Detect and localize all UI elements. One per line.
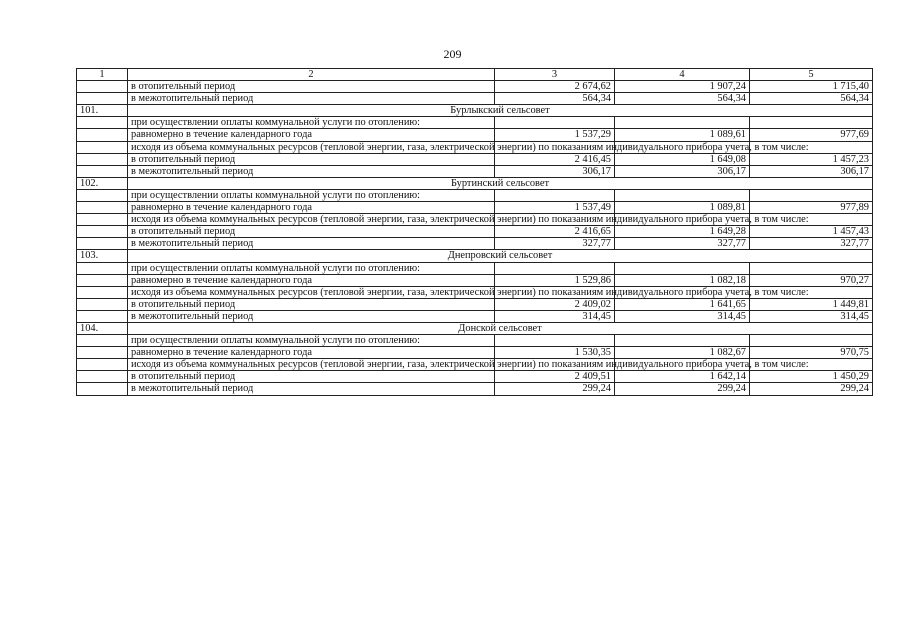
table-row	[77, 383, 873, 395]
row-label: в межотопительный период	[128, 165, 495, 177]
table-row	[77, 359, 873, 371]
column-header: 4	[615, 69, 750, 81]
table-row	[77, 262, 873, 274]
row-number-cell	[77, 153, 128, 165]
value-cell: 2 409,02	[495, 298, 615, 310]
value-cell: 299,24	[495, 383, 615, 395]
row-label: в отопительный период	[128, 81, 495, 93]
row-number-cell	[77, 371, 128, 383]
section-name: Буртинский сельсовет	[128, 177, 873, 189]
value-cell: 1 642,14	[615, 371, 750, 383]
row-number-cell	[77, 383, 128, 395]
value-cell: 1 649,08	[615, 153, 750, 165]
row-number-cell	[77, 81, 128, 93]
value-cell: 314,45	[495, 310, 615, 322]
value-cell	[495, 189, 615, 201]
row-label: в межотопительный период	[128, 310, 495, 322]
row-label: равномерно в течение календарного года	[128, 347, 495, 359]
value-cell: 1 449,81	[750, 298, 873, 310]
value-cell: 327,77	[495, 238, 615, 250]
row-label: в межотопительный период	[128, 383, 495, 395]
value-cell: 970,27	[750, 274, 873, 286]
value-cell: 314,45	[750, 310, 873, 322]
row-number-cell	[77, 262, 128, 274]
table-row	[77, 153, 873, 165]
row-number-cell	[77, 359, 128, 371]
table-row	[77, 298, 873, 310]
value-cell	[750, 117, 873, 129]
section-number: 101.	[77, 105, 128, 117]
row-label: равномерно в течение календарного года	[128, 274, 495, 286]
value-cell	[615, 335, 750, 347]
value-cell: 299,24	[615, 383, 750, 395]
table-row	[77, 117, 873, 129]
value-cell	[750, 189, 873, 201]
table-row	[77, 347, 873, 359]
section-title-row	[77, 105, 873, 117]
value-cell: 1 089,81	[615, 202, 750, 214]
value-cell	[615, 189, 750, 201]
row-label: исходя из объема коммунальных ресурсов (тепловой энергии, газа, электрической энергии) по показаниям индивидуального прибора учета, в том числе:	[128, 359, 495, 371]
value-cell	[495, 335, 615, 347]
row-label: в отопительный период	[128, 226, 495, 238]
value-cell: 327,77	[615, 238, 750, 250]
value-cell: 564,34	[615, 93, 750, 105]
row-number-cell	[77, 335, 128, 347]
page-number: 209	[443, 47, 462, 61]
section-name: Бурлыкский сельсовет	[128, 105, 873, 117]
value-cell: 1 907,24	[615, 81, 750, 93]
section-number: 103.	[77, 250, 128, 262]
value-cell: 1 529,86	[495, 274, 615, 286]
value-cell: 2 409,51	[495, 371, 615, 383]
value-cell: 1 537,49	[495, 202, 615, 214]
column-header: 5	[750, 69, 873, 81]
table-row	[77, 286, 873, 298]
row-number-cell	[77, 141, 128, 153]
table-row	[77, 141, 873, 153]
row-label: при осуществлении оплаты коммунальной услуги по отоплению:	[128, 189, 495, 201]
table-row	[77, 202, 873, 214]
table-row	[77, 274, 873, 286]
row-number-cell	[77, 274, 128, 286]
row-label: в отопительный период	[128, 371, 495, 383]
value-cell: 564,34	[750, 93, 873, 105]
row-label: в отопительный период	[128, 298, 495, 310]
tariff-table	[76, 68, 873, 396]
row-number-cell	[77, 347, 128, 359]
row-number-cell	[77, 93, 128, 105]
column-header: 3	[495, 69, 615, 81]
value-cell: 2 416,65	[495, 226, 615, 238]
column-header: 1	[77, 69, 128, 81]
row-number-cell	[77, 238, 128, 250]
section-title-row	[77, 322, 873, 334]
value-cell	[750, 262, 873, 274]
row-label: равномерно в течение календарного года	[128, 202, 495, 214]
value-cell: 1 649,28	[615, 226, 750, 238]
row-number-cell	[77, 226, 128, 238]
row-number-cell	[77, 117, 128, 129]
value-cell: 2 416,45	[495, 153, 615, 165]
value-cell: 1 715,40	[750, 81, 873, 93]
value-cell: 1 641,65	[615, 298, 750, 310]
table-row	[77, 189, 873, 201]
value-cell: 1 450,29	[750, 371, 873, 383]
table-row	[77, 214, 873, 226]
table-row	[77, 371, 873, 383]
value-cell: 306,17	[750, 165, 873, 177]
value-cell: 306,17	[495, 165, 615, 177]
section-name: Донской сельсовет	[128, 322, 873, 334]
row-label: в отопительный период	[128, 153, 495, 165]
value-cell: 306,17	[615, 165, 750, 177]
table-row	[77, 165, 873, 177]
value-cell: 1 089,61	[615, 129, 750, 141]
value-cell: 299,24	[750, 383, 873, 395]
value-cell: 1 530,35	[495, 347, 615, 359]
value-cell	[495, 262, 615, 274]
row-label: в межотопительный период	[128, 93, 495, 105]
row-number-cell	[77, 286, 128, 298]
value-cell: 970,75	[750, 347, 873, 359]
table-row	[77, 81, 873, 93]
row-label: исходя из объема коммунальных ресурсов (тепловой энергии, газа, электрической энергии) по показаниям индивидуального прибора учета, в том числе:	[128, 214, 495, 226]
value-cell: 1 457,43	[750, 226, 873, 238]
column-header-row	[77, 69, 873, 81]
section-number: 102.	[77, 177, 128, 189]
value-cell: 1 082,67	[615, 347, 750, 359]
tariff-table-body	[77, 69, 873, 396]
value-cell: 1 457,23	[750, 153, 873, 165]
row-label: при осуществлении оплаты коммунальной услуги по отоплению:	[128, 262, 495, 274]
row-number-cell	[77, 129, 128, 141]
row-label: при осуществлении оплаты коммунальной услуги по отоплению:	[128, 335, 495, 347]
row-number-cell	[77, 298, 128, 310]
table-row	[77, 310, 873, 322]
table-row	[77, 129, 873, 141]
row-label: исходя из объема коммунальных ресурсов (тепловой энергии, газа, электрической энергии) по показаниям индивидуального прибора учета, в том числе:	[128, 141, 495, 153]
value-cell: 314,45	[615, 310, 750, 322]
row-label: исходя из объема коммунальных ресурсов (тепловой энергии, газа, электрической энергии) по показаниям индивидуального прибора учета, в том числе:	[128, 286, 495, 298]
row-label: при осуществлении оплаты коммунальной услуги по отоплению:	[128, 117, 495, 129]
row-number-cell	[77, 214, 128, 226]
section-title-row	[77, 177, 873, 189]
section-title-row	[77, 250, 873, 262]
row-number-cell	[77, 165, 128, 177]
row-label: равномерно в течение календарного года	[128, 129, 495, 141]
section-number: 104.	[77, 322, 128, 334]
value-cell: 564,34	[495, 93, 615, 105]
value-cell: 327,77	[750, 238, 873, 250]
row-number-cell	[77, 189, 128, 201]
table-row	[77, 238, 873, 250]
value-cell	[750, 335, 873, 347]
table-row	[77, 335, 873, 347]
value-cell	[615, 117, 750, 129]
value-cell: 1 537,29	[495, 129, 615, 141]
value-cell	[495, 117, 615, 129]
row-label: в межотопительный период	[128, 238, 495, 250]
value-cell: 977,89	[750, 202, 873, 214]
value-cell	[615, 262, 750, 274]
column-header: 2	[128, 69, 495, 81]
section-name: Днепровский сельсовет	[128, 250, 873, 262]
value-cell: 2 674,62	[495, 81, 615, 93]
row-number-cell	[77, 202, 128, 214]
row-number-cell	[77, 310, 128, 322]
table-row	[77, 226, 873, 238]
value-cell: 977,69	[750, 129, 873, 141]
table-row	[77, 93, 873, 105]
value-cell: 1 082,18	[615, 274, 750, 286]
